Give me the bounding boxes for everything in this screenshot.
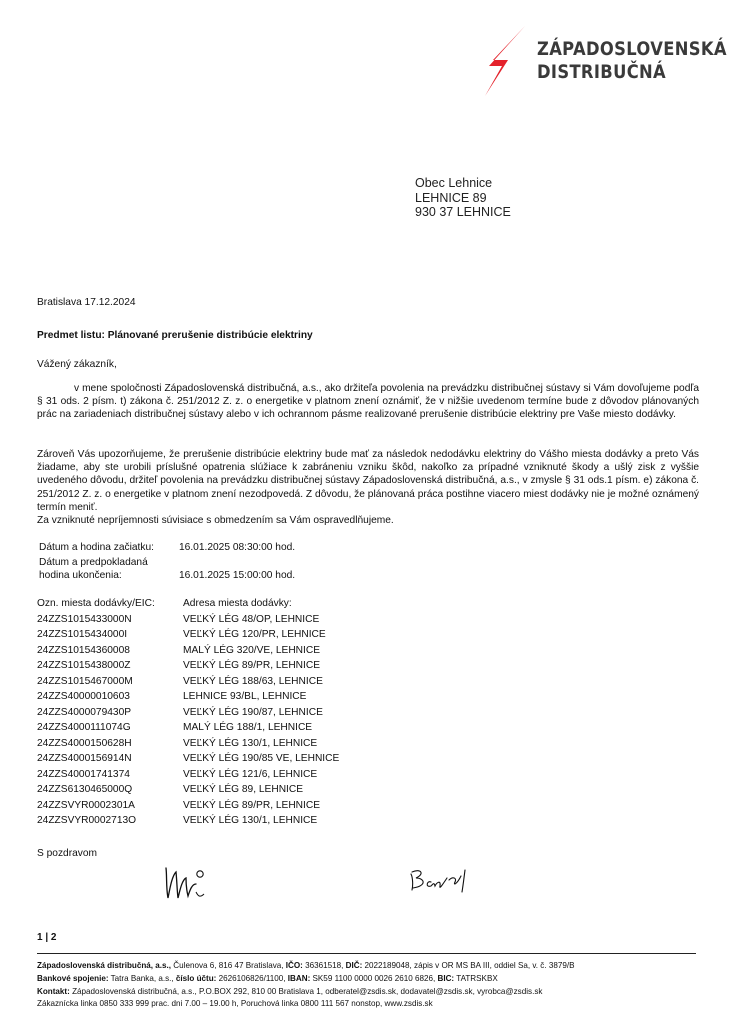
footer-iban-label: IBAN: <box>287 973 311 983</box>
recipient-address <box>415 176 511 220</box>
footer-divider <box>37 953 696 954</box>
end-label-line-2: hodina ukončenia: <box>39 570 122 581</box>
footer-ico-label: IČO: <box>285 961 303 970</box>
page-number: 1 | 2 <box>37 932 57 943</box>
eic-code: 24ZZSVYR0002301A <box>37 799 135 811</box>
supply-address: VEĽKÝ LÉG 120/PR, LEHNICE <box>183 629 326 640</box>
body-paragraph-2 <box>37 448 699 527</box>
supply-address: VEĽKÝ LÉG 130/1, LEHNICE <box>183 737 318 749</box>
supply-address: VEĽKÝ LÉG 121/6, LEHNICE <box>183 768 318 780</box>
supply-address: MALÝ LÉG 320/VE, LEHNICE <box>183 644 321 656</box>
footer-iban: SK59 1100 0000 0026 2610 6826, <box>310 973 438 983</box>
eic-code: 24ZZS10154360008 <box>37 644 130 656</box>
footer-line-2 <box>37 973 575 986</box>
lightning-bolt-icon <box>481 26 531 96</box>
footer-ico: 36361518, <box>302 961 346 970</box>
recipient-street: LEHNICE 89 <box>415 190 487 205</box>
eic-code: 24ZZS4000150628H <box>37 737 132 749</box>
supply-address: VEĽKÝ LÉG 89/PR, LEHNICE <box>183 799 321 811</box>
supply-address: VEĽKÝ LÉG 130/1, LEHNICE <box>183 815 318 826</box>
footer-address: Čulenova 6, 816 47 Bratislava, <box>171 961 286 970</box>
footer-bank-label: Bankové spojenie: <box>37 973 109 983</box>
closing-text: S pozdravom <box>37 848 98 859</box>
footer-line-3 <box>37 986 575 999</box>
signature-1 <box>160 862 208 904</box>
eic-code: 24ZZS4000111074G <box>37 722 131 733</box>
footer <box>37 960 575 1011</box>
salutation: Vážený zákazník, <box>37 359 117 370</box>
header-eic: Ozn. miesta dodávky/EIC: <box>37 598 155 609</box>
place-date: Bratislava 17.12.2024 <box>37 297 136 308</box>
supply-address: VEĽKÝ LÉG 188/63, LEHNICE <box>183 675 323 687</box>
apology-text: Za vzniknuté nepríjemnosti súvisiace s obmedzením sa Vám ospravedlňujeme. <box>37 515 394 527</box>
footer-account-label: číslo účtu: <box>175 973 217 983</box>
end-value: 16.01.2025 15:00:00 hod. <box>179 570 296 581</box>
footer-contact-label: Kontakt: <box>37 986 70 996</box>
eic-code: 24ZZS40001741374 <box>37 768 130 780</box>
start-label: Dátum a hodina začiatku: <box>39 542 154 553</box>
footer-bic-label: BIC: <box>437 973 455 983</box>
eic-code: 24ZZS40000010603 <box>37 691 130 702</box>
supply-address: MALÝ LÉG 188/1, LEHNICE <box>183 722 313 733</box>
recipient-name: Obec Lehnice <box>415 176 493 190</box>
footer-bic: TATRSKBX <box>454 973 498 983</box>
company-logo-text <box>537 38 727 84</box>
eic-code: 24ZZS6130465000Q <box>37 784 133 795</box>
footer-company: Západoslovenská distribučná, a.s., <box>37 961 172 970</box>
eic-code: 24ZZS4000079430P <box>37 706 132 718</box>
footer-line-4: Zákaznícka linka 0850 333 999 prac. dni 7.00 – 19.00 h, Poruchová linka 0800 111 567 nonstop, www.zsdis.sk <box>37 999 433 1009</box>
body-paragraph-2-text: Zároveň Vás upozorňujeme, že prerušenie distribúcie elektriny bude mať za následok nedodávku elektriny do Vášho miesta dodávky a preto Vás žiadame, aby ste urobili príslušné opatrenia slúžiace k zabráneniu vzniku škôd, nakoľko za prípadné vzniknuté škody a ušlý zisk z vyššie uvedeného dôvodu, držiteľ povolenia na prevádzku distribučnej sústavy Západoslovenská distribučná, a.s., v zmysle § 31 ods.1 písm. e) zákona č. 251/2012 Z. z. o energetike v platnom znení nezodpovedá. Z dôvodu, že plánovaná práca postihne viacero miest dodávky nie je možné oznámený termín meniť. <box>37 449 699 513</box>
signature-2 <box>407 864 497 894</box>
supply-address: VEĽKÝ LÉG 190/87, LEHNICE <box>183 706 323 718</box>
footer-dic: 2022189048, zápis v OR MS BA III, oddiel Sa, v. č. 3879/B <box>362 961 575 970</box>
eic-code: 24ZZS1015438000Z <box>37 660 131 671</box>
supply-address: VEĽKÝ LÉG 48/OP, LEHNICE <box>183 613 320 625</box>
footer-line-1 <box>37 960 575 973</box>
eic-code: 24ZZSVYR0002713O <box>37 815 137 826</box>
supply-address: VEĽKÝ LÉG 89/PR, LEHNICE <box>183 660 321 671</box>
letter-subject: Predmet listu: Plánované prerušenie distribúcie elektriny <box>37 330 313 341</box>
recipient-city: 930 37 LEHNICE <box>415 205 511 219</box>
footer-bank: Tatra Banka, a.s., <box>108 973 176 983</box>
footer-dic-label: DIČ: <box>345 961 363 970</box>
eic-code: 24ZZS1015467000M <box>37 675 133 687</box>
footer-account: 2626106826/1100, <box>216 973 288 983</box>
logo-line-2: DISTRIBUČNÁ <box>537 61 667 83</box>
footer-contact: Západoslovenská distribučná, a.s., P.O.BOX 292, 810 00 Bratislava 1, odberatel@zsdis.sk, dodavatel@zsdis.sk, vyrobca@zsdis.sk <box>69 986 543 996</box>
logo-line-1: ZÁPADOSLOVENSKÁ <box>537 38 727 60</box>
eic-code: 24ZZS1015433000N <box>37 613 132 625</box>
end-label-line-1: Dátum a predpokladaná <box>39 557 148 568</box>
body-paragraph-1: v mene spoločnosti Západoslovenská distribučná, a.s., ako držiteľa povolenia na prevádzku distribučnej sústavy si Vám dovoľujeme podľa § 31 ods. 2 písm. t) zákona č. 251/2012 Z. z. o energetike v platnom znení oznámiť, že v nižšie uvedenom termíne bude z dôvodov plánovaných prác na zariadeniach distribučnej sústavy alebo v ich ochrannom pásme realizované prerušenie distribúcie elektriny pre Vaše miesto dodávky. <box>37 383 699 421</box>
supply-address: LEHNICE 93/BL, LEHNICE <box>183 691 307 702</box>
start-value: 16.01.2025 08:30:00 hod. <box>179 542 296 553</box>
header-address: Adresa miesta dodávky: <box>183 598 292 609</box>
eic-code: 24ZZS1015434000I <box>37 629 128 640</box>
supply-address: VEĽKÝ LÉG 89, LEHNICE <box>183 784 304 795</box>
supply-address: VEĽKÝ LÉG 190/85 VE, LEHNICE <box>183 753 340 764</box>
eic-code: 24ZZS4000156914N <box>37 753 132 764</box>
